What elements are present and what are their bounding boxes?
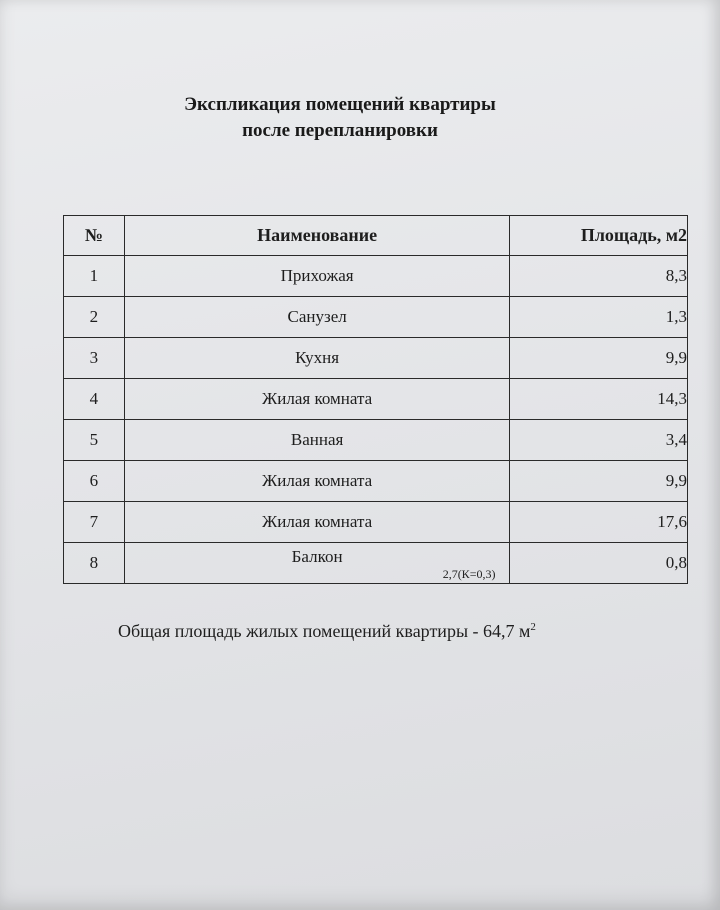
room-name: Жилая комната xyxy=(124,461,510,502)
room-name-cell xyxy=(124,543,510,584)
header-name: Наименование xyxy=(124,216,510,256)
table-row xyxy=(64,297,688,338)
document-title-line1: Экспликация помещений квартиры xyxy=(184,94,496,115)
row-number: 5 xyxy=(64,420,125,461)
room-name: Ванная xyxy=(124,420,510,461)
table-row xyxy=(64,420,688,461)
room-name: Кухня xyxy=(124,338,510,379)
header-area: Площадь, м2 xyxy=(510,216,688,256)
room-name: Прихожая xyxy=(124,256,510,297)
room-name: Балкон xyxy=(291,547,343,566)
balcony-coefficient-note: 2,7(К=0,3) xyxy=(442,567,496,581)
table-row xyxy=(64,502,688,543)
room-name: Жилая комната xyxy=(124,502,510,543)
table-row xyxy=(64,543,688,584)
table-row xyxy=(64,256,688,297)
room-area: 1,3 xyxy=(510,297,688,338)
row-number: 4 xyxy=(64,379,125,420)
row-number: 1 xyxy=(64,256,125,297)
row-number: 6 xyxy=(64,461,125,502)
table-header-row xyxy=(64,216,688,256)
room-area: 9,9 xyxy=(510,338,688,379)
table-row xyxy=(64,461,688,502)
room-area: 0,8 xyxy=(510,543,688,584)
row-number: 2 xyxy=(64,297,125,338)
total-area-text: Общая площадь жилых помещений квартиры - 64,7 м xyxy=(118,621,531,641)
room-area: 9,9 xyxy=(510,461,688,502)
header-number: № xyxy=(64,216,125,256)
room-name: Санузел xyxy=(124,297,510,338)
document-title-line2: после перепланировки xyxy=(242,120,438,141)
total-area-summary xyxy=(118,621,678,642)
row-number: 8 xyxy=(64,543,125,584)
row-number: 3 xyxy=(64,338,125,379)
table-row xyxy=(64,379,688,420)
room-area: 14,3 xyxy=(510,379,688,420)
room-area: 8,3 xyxy=(510,256,688,297)
room-name: Жилая комната xyxy=(124,379,510,420)
unit-superscript: 2 xyxy=(530,621,536,633)
room-area: 3,4 xyxy=(510,420,688,461)
table-row xyxy=(64,338,688,379)
explication-table xyxy=(63,215,688,584)
room-area: 17,6 xyxy=(510,502,688,543)
row-number: 7 xyxy=(64,502,125,543)
